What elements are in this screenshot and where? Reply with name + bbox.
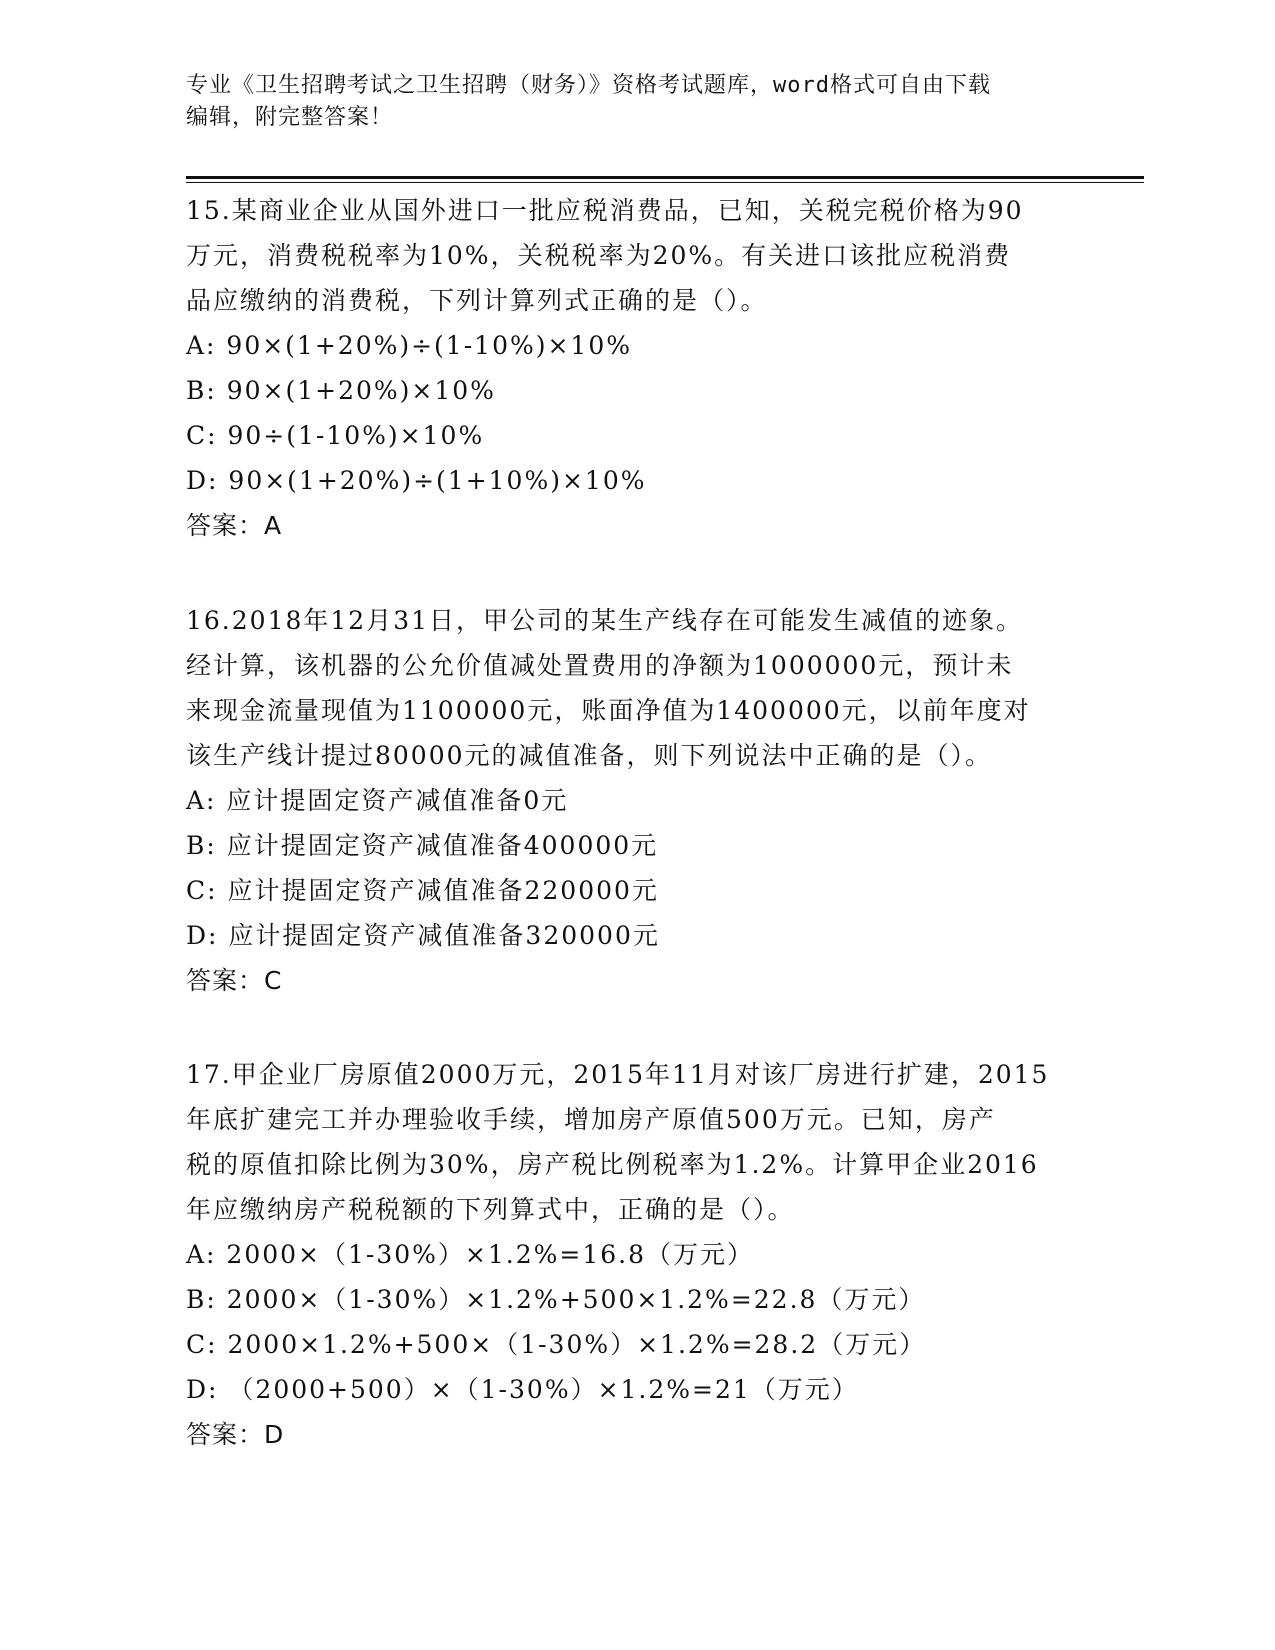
question-text-line: 经计算，该机器的公允价值减处置费用的净额为1000000元，预计未 xyxy=(186,651,1014,680)
header-line-2: 编辑，附完整答案！ xyxy=(186,105,394,130)
question-text-line: 万元，消费税税率为10%，关税税率为20%。有关进口该批应税消费 xyxy=(186,241,1012,270)
question-text-line: 16.2018年12月31日，甲公司的某生产线存在可能发生减值的迹象。 xyxy=(186,606,1024,635)
option-d: D: 90×(1+20%)÷(1+10%)×10% xyxy=(186,466,647,495)
option-a: A: 应计提固定资产减值准备0元 xyxy=(186,786,569,815)
answer-label: 答案：D xyxy=(186,1420,285,1449)
question-text-line: 15.某商业企业从国外进口一批应税消费品，已知，关税完税价格为90 xyxy=(186,196,1024,225)
question-text-line: 该生产线计提过80000元的减值准备，则下列说法中正确的是（）。 xyxy=(186,741,993,770)
question-15 xyxy=(186,188,1106,548)
option-a: A: 90×(1+20%)÷(1-10%)×10% xyxy=(186,331,632,360)
header-line-1: 专业《卫生招聘考试之卫生招聘（财务）》资格考试题库，word格式可自由下载 xyxy=(186,73,991,98)
option-c: C: 应计提固定资产减值准备220000元 xyxy=(186,876,659,905)
question-text-line: 年应缴纳房产税税额的下列算式中，正确的是（）。 xyxy=(186,1195,795,1224)
question-17 xyxy=(186,1052,1106,1457)
document-header xyxy=(186,70,1066,134)
answer-label: 答案：C xyxy=(186,966,283,995)
header-rule-thin xyxy=(186,182,1144,183)
question-text-line: 品应缴纳的消费税，下列计算列式正确的是（）。 xyxy=(186,286,768,315)
question-text-line: 来现金流量现值为1100000元，账面净值为1400000元，以前年度对 xyxy=(186,696,1031,725)
option-a: A: 2000×（1-30%）×1.2%=16.8（万元） xyxy=(186,1240,754,1269)
option-b: B: 90×(1+20%)×10% xyxy=(186,376,496,405)
question-16 xyxy=(186,598,1106,1003)
option-c: C: 90÷(1-10%)×10% xyxy=(186,421,485,450)
option-d: D: 应计提固定资产减值准备320000元 xyxy=(186,921,660,950)
question-text-line: 17.甲企业厂房原值2000万元，2015年11月对该厂房进行扩建，2015 xyxy=(186,1060,1050,1089)
option-c: C: 2000×1.2%+500×（1-30%）×1.2%=28.2（万元） xyxy=(186,1330,927,1359)
option-d: D: （2000+500）×（1-30%）×1.2%=21（万元） xyxy=(186,1375,859,1404)
question-text-line: 年底扩建完工并办理验收手续，增加房产原值500万元。已知，房产 xyxy=(186,1105,996,1134)
option-b: B: 2000×（1-30%）×1.2%+500×1.2%=22.8（万元） xyxy=(186,1285,926,1314)
option-b: B: 应计提固定资产减值准备400000元 xyxy=(186,831,659,860)
question-text-line: 税的原值扣除比例为30%，房产税比例税率为1.2%。计算甲企业2016 xyxy=(186,1150,1039,1179)
header-rule-thick xyxy=(186,176,1144,179)
answer-label: 答案：A xyxy=(186,511,283,540)
